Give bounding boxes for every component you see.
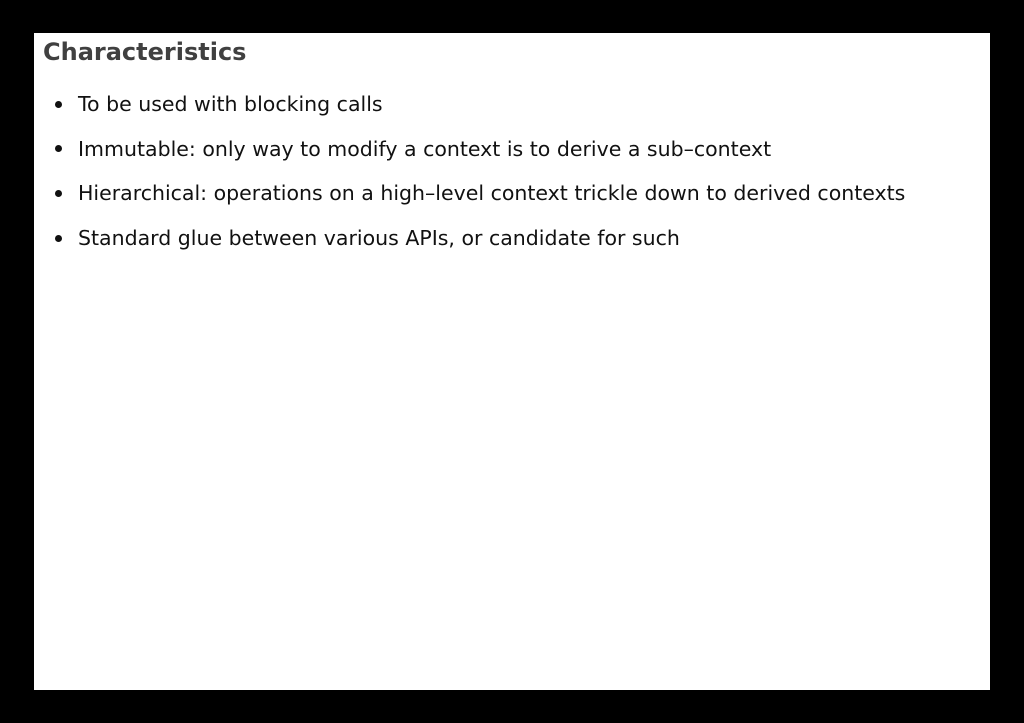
bullet-dot-icon xyxy=(55,101,62,108)
bullet-dot-icon xyxy=(55,190,62,197)
slide-title: Characteristics xyxy=(43,38,247,66)
bullet-dot-icon xyxy=(55,235,62,242)
bullet-text: Immutable: only way to modify a context is to derive a sub–context xyxy=(78,136,772,161)
bullet-item xyxy=(34,178,905,223)
slide-page xyxy=(34,33,990,690)
bullet-text: Hierarchical: operations on a high–level context trickle down to derived contexts xyxy=(78,181,906,206)
bullet-list xyxy=(34,89,905,268)
bullet-text: Standard glue between various APIs, or candidate for such xyxy=(78,226,680,251)
bullet-dot-icon xyxy=(55,145,62,152)
bullet-text: To be used with blocking calls xyxy=(78,92,383,116)
bullet-item xyxy=(34,134,905,179)
bullet-item xyxy=(34,223,905,268)
bullet-item xyxy=(34,89,905,134)
